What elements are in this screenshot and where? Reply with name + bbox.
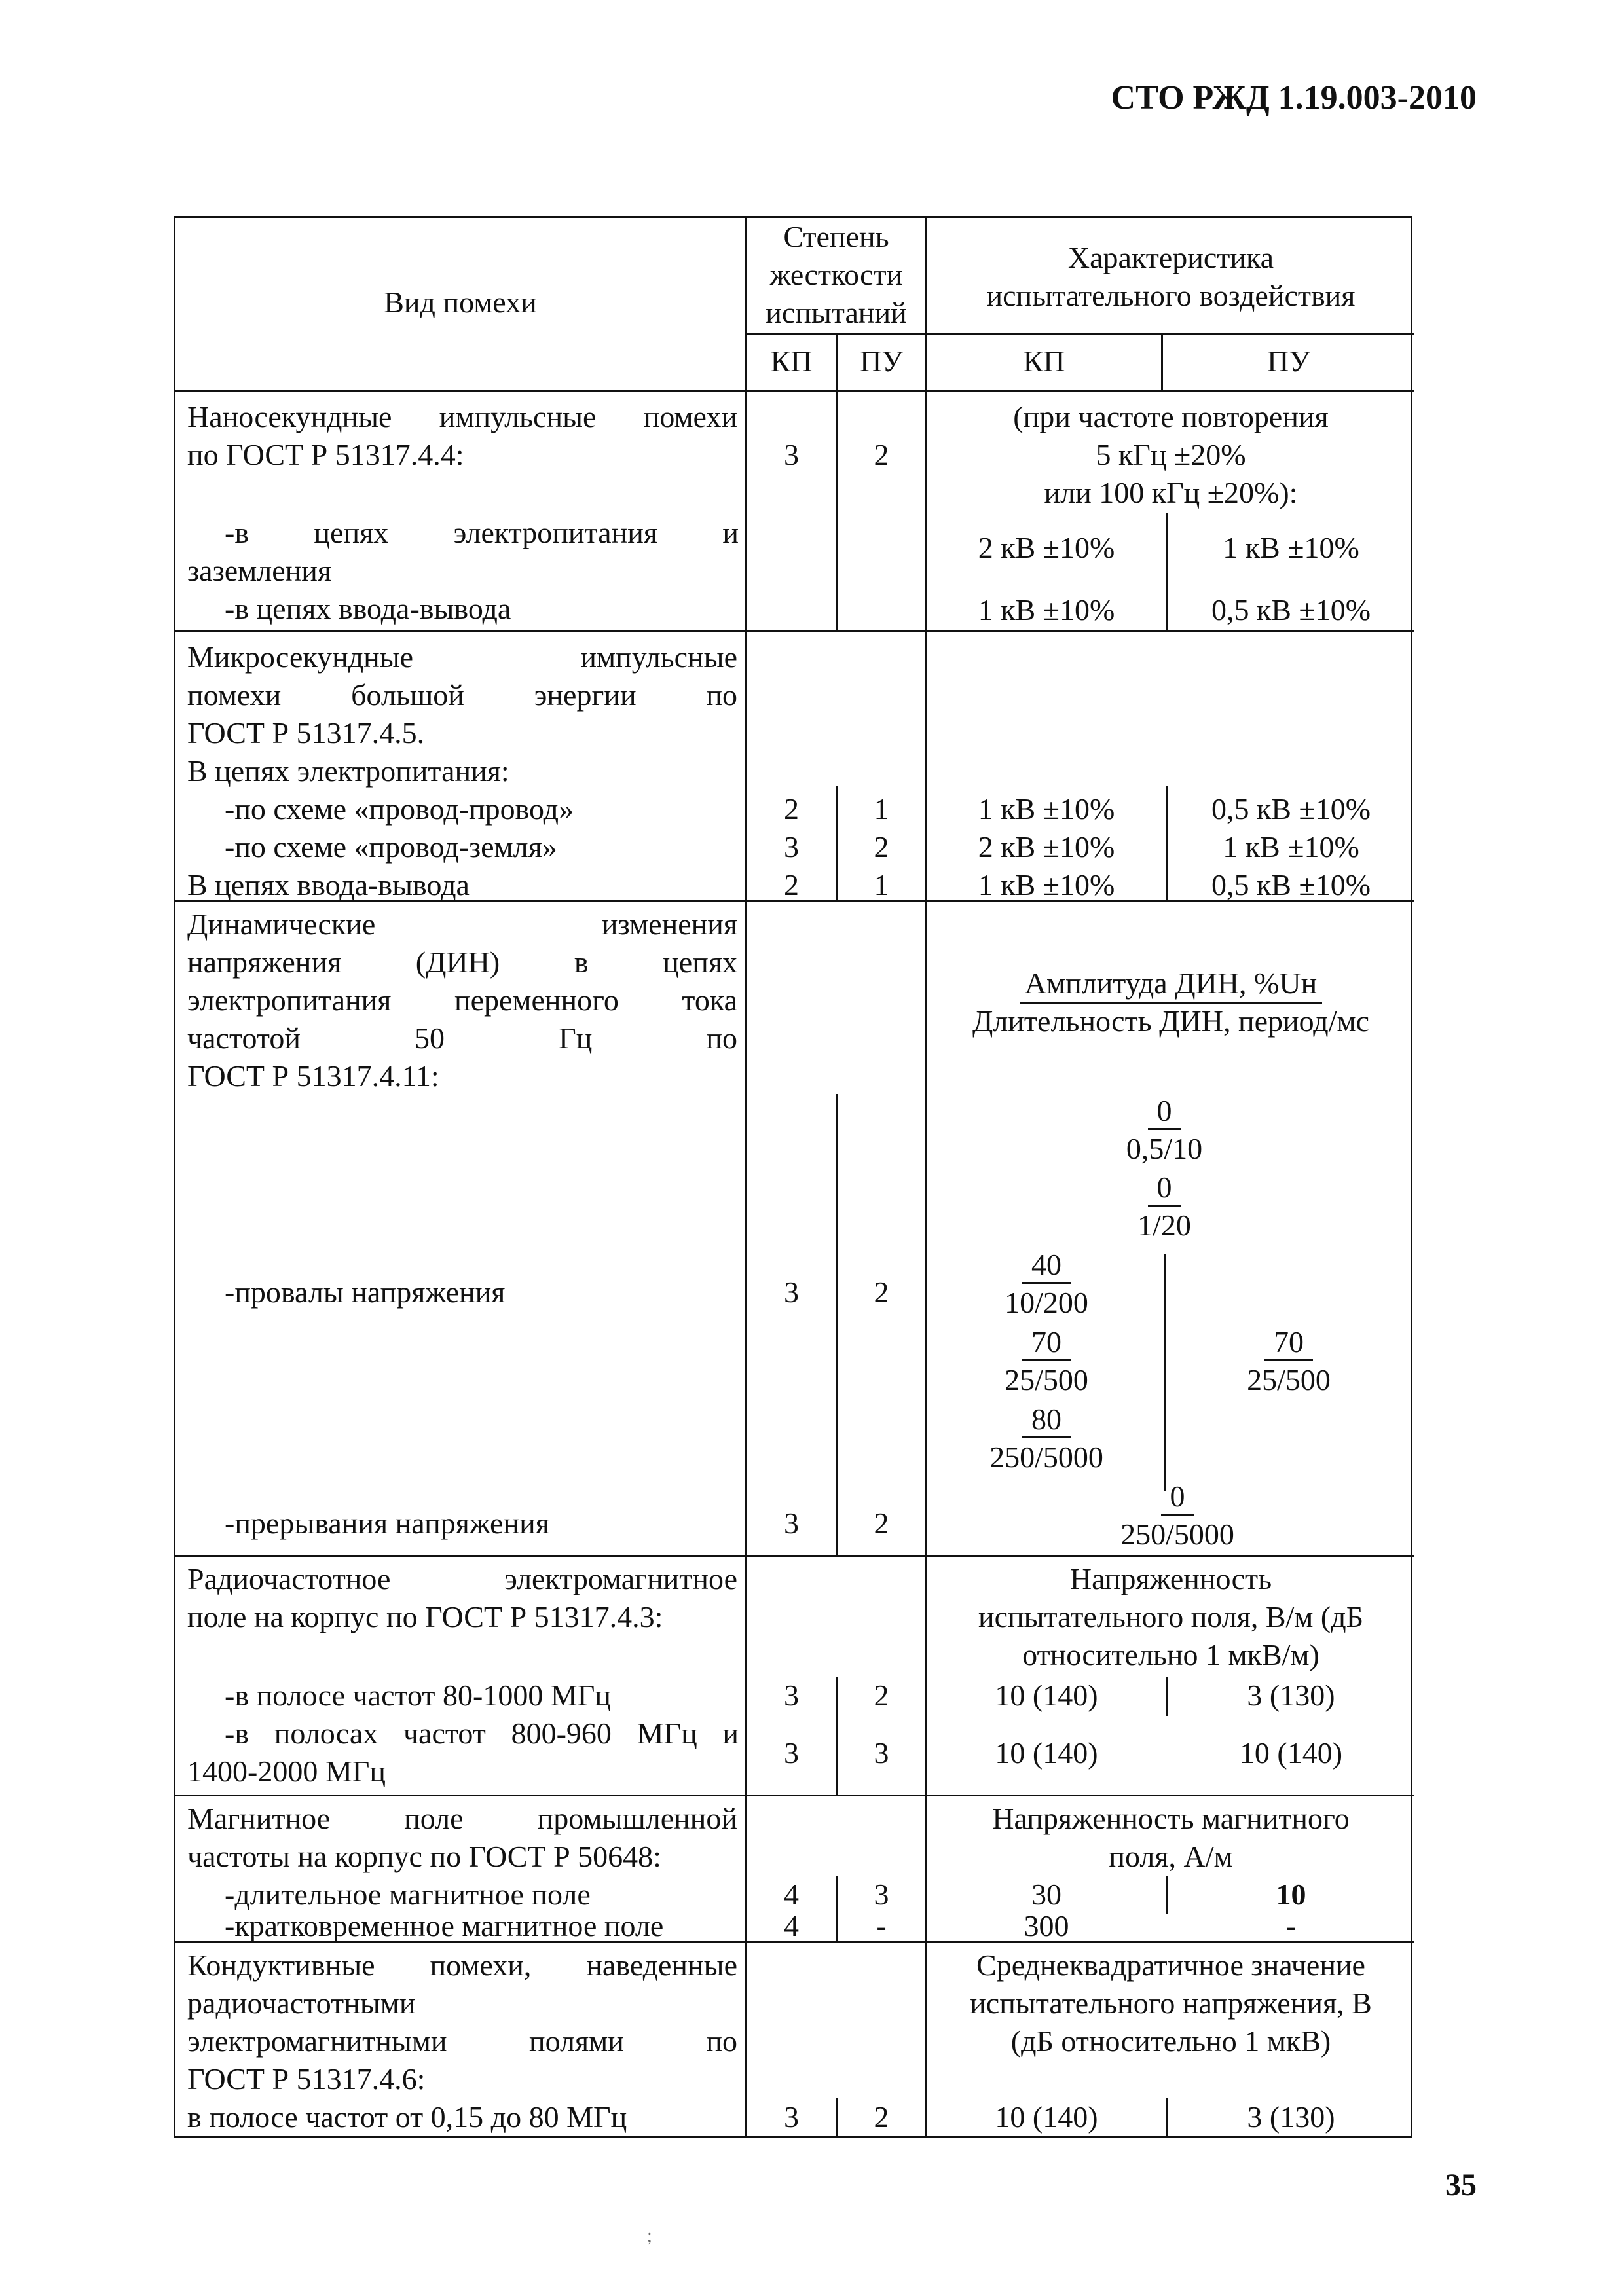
mag-r2-label: -кратковременное магнитное поле <box>225 1909 664 1942</box>
din-fraction: $\frac{0}{250/5000}$ <box>1120 1480 1234 1551</box>
din-title-4: частотой 50 Гц по <box>187 1021 737 1055</box>
micro-row-cpu: 0,5 кВ ±10% <box>1211 868 1371 902</box>
rf-r1-label: -в полосе частот 80-1000 МГц <box>225 1679 611 1712</box>
header-degree-2: жесткости <box>769 258 903 291</box>
header-char-1: Характеристика <box>1067 241 1274 274</box>
cond-r1-kp: 3 <box>784 2100 799 2134</box>
rf-char-3: относительно 1 мкВ/м) <box>1022 1638 1320 1671</box>
col-divider <box>745 218 747 2138</box>
nano-kp: 3 <box>784 438 799 471</box>
cond-char-2: испытательного напряжения, В <box>970 1986 1372 2020</box>
rf-title-2: поле на корпус по ГОСТ Р 51317.4.3: <box>187 1600 663 1633</box>
micro-row-pu: 2 <box>874 830 889 864</box>
cond-char-3: (дБ относительно 1 мкВ) <box>1010 2024 1331 2058</box>
rf-r2-label-1: -в полосах частот 800-960 МГц и <box>225 1717 739 1750</box>
din-title-5: ГОСТ Р 51317.4.11: <box>187 1059 439 1093</box>
din-int-kp: 3 <box>784 1506 799 1540</box>
nano-title-1: Наносекундные импульсные помехи <box>187 400 737 433</box>
din-fraction: $\frac{70}{25/500}$ <box>1247 1325 1331 1396</box>
header-pu: ПУ <box>860 344 903 378</box>
rf-r2-pu: 3 <box>874 1736 889 1770</box>
rf-r2-kp: 3 <box>784 1736 799 1770</box>
din-dur-header: Длительность ДИН, период/мс <box>972 1004 1370 1038</box>
mag-r1-cpu: 10 <box>1276 1878 1306 1911</box>
rf-title-1: Радиочастотное электромагнитное <box>187 1562 737 1595</box>
micro-row-pu: 1 <box>874 792 889 826</box>
nano-title-2: по ГОСТ Р 51317.4.4: <box>187 438 464 471</box>
mag-r1-ckp: 30 <box>1031 1878 1061 1911</box>
din-dips-kp: 3 <box>784 1275 799 1309</box>
nano-note-1: (при частоте повторения <box>1013 400 1329 433</box>
mag-r1-label: -длительное магнитное поле <box>225 1878 591 1911</box>
header-char-pu: ПУ <box>1267 344 1310 378</box>
nano-note-2: 5 кГц ±20% <box>1096 438 1246 471</box>
cond-r1-ckp: 10 (140) <box>995 2100 1098 2134</box>
header-type: Вид помехи <box>384 285 537 319</box>
mag-char-2: поля, А/м <box>1109 1840 1233 1873</box>
micro-row-ckp: 1 кВ ±10% <box>978 792 1115 826</box>
micro-row-ckp: 1 кВ ±10% <box>978 868 1115 902</box>
header-char-kp: КП <box>1023 344 1065 378</box>
cond-title-4: ГОСТ Р 51317.4.6: <box>187 2062 426 2096</box>
value-divider <box>836 1094 838 1555</box>
din-fraction: $\frac{0}{1/20}$ <box>1137 1171 1191 1242</box>
micro-row-cpu: 1 кВ ±10% <box>1223 830 1359 864</box>
mag-r2-kp: 4 <box>784 1909 799 1942</box>
micro-row-ckp: 2 кВ ±10% <box>978 830 1115 864</box>
din-fraction: $\frac{70}{25/500}$ <box>1005 1325 1088 1396</box>
cond-r1-label: в полосе частот от 0,15 до 80 МГц <box>187 2100 627 2134</box>
din-title-1: Динамические изменения <box>187 907 737 941</box>
rf-r2-ckp: 10 (140) <box>995 1736 1098 1770</box>
nano-io-pu: 0,5 кВ ±10% <box>1211 593 1371 627</box>
mag-r2-pu: - <box>876 1909 887 1942</box>
micro-title-2: помехи большой энергии по <box>187 678 737 712</box>
nano-io-kp: 1 кВ ±10% <box>978 593 1115 627</box>
din-dips-pu: 2 <box>874 1275 889 1309</box>
din-int-pu: 2 <box>874 1506 889 1540</box>
micro-row-pu: 1 <box>874 868 889 902</box>
header-char-2: испытательного воздействия <box>986 279 1356 312</box>
mag-r2-cpu: - <box>1285 1909 1297 1942</box>
cond-title-1: Кондуктивные помехи, наведенные <box>187 1948 737 1982</box>
nano-io-label: -в цепях ввода-вывода <box>225 592 511 625</box>
micro-row-label: -по схеме «провод-земля» <box>225 830 557 864</box>
micro-row-label: В цепях ввода-вывода <box>187 868 470 902</box>
rf-r1-pu: 2 <box>874 1679 889 1712</box>
mag-r1-kp: 4 <box>784 1878 799 1911</box>
din-int-label: -прерывания напряжения <box>225 1506 549 1540</box>
nano-note-3: или 100 кГц ±20%): <box>1044 476 1298 509</box>
nano-power-kp: 2 кВ ±10% <box>978 531 1115 564</box>
cond-title-2: радиочастотными <box>187 1986 416 2020</box>
mag-r1-pu: 3 <box>874 1878 889 1911</box>
page-number: 35 <box>1445 2168 1477 2202</box>
row-divider <box>175 1555 1414 1557</box>
document-code: СТО РЖД 1.19.003-2010 <box>1111 79 1477 117</box>
micro-row-kp: 2 <box>784 792 799 826</box>
micro-title-1: Микросекундные импульсные <box>187 640 737 674</box>
micro-row-kp: 2 <box>784 868 799 902</box>
din-title-3: электропитания переменного тока <box>187 983 737 1017</box>
din-fraction: $\frac{40}{10/200}$ <box>1005 1248 1088 1319</box>
din-dips-label: -провалы напряжения <box>225 1275 506 1309</box>
mag-title-2: частоты на корпус по ГОСТ Р 50648: <box>187 1840 661 1873</box>
rf-r1-ckp: 10 (140) <box>995 1679 1098 1712</box>
mag-r2-ckp: 300 <box>1024 1909 1069 1942</box>
emc-test-table <box>174 216 1412 2138</box>
row-divider <box>175 630 1414 632</box>
din-amp-header: Амплитуда ДИН, %Uн <box>927 964 1414 1004</box>
row-divider <box>745 333 1414 335</box>
footer-mark: ; <box>647 2226 652 2246</box>
rf-char-1: Напряженность <box>1069 1562 1272 1595</box>
cond-title-3: электромагнитными полями по <box>187 2024 737 2058</box>
mag-char-1: Напряженность магнитного <box>992 1802 1350 1835</box>
micro-row-kp: 3 <box>784 830 799 864</box>
cond-r1-pu: 2 <box>874 2100 889 2134</box>
rf-r1-kp: 3 <box>784 1679 799 1712</box>
value-divider <box>1164 1254 1166 1491</box>
rf-r1-cpu: 3 (130) <box>1247 1679 1335 1712</box>
din-title-2: напряжения (ДИН) в цепях <box>187 945 737 979</box>
nano-power-label-2: заземления <box>187 554 332 587</box>
micro-title-4: В цепях электропитания: <box>187 754 509 788</box>
header-kp: КП <box>770 344 813 378</box>
micro-row-cpu: 0,5 кВ ±10% <box>1211 792 1371 826</box>
row-divider <box>175 390 1414 392</box>
row-divider <box>175 1795 1414 1796</box>
cond-r1-cpu: 3 (130) <box>1247 2100 1335 2134</box>
mag-title-1: Магнитное поле промышленной <box>187 1802 737 1835</box>
micro-title-3: ГОСТ Р 51317.4.5. <box>187 716 425 750</box>
din-fraction: $\frac{0}{0,5/10}$ <box>1126 1094 1203 1165</box>
din-fraction: $\frac{80}{250/5000}$ <box>989 1402 1103 1474</box>
micro-row-label: -по схеме «провод-провод» <box>225 792 574 826</box>
cond-char-1: Среднеквадратичное значение <box>976 1948 1365 1982</box>
header-degree-3: испытаний <box>766 296 907 329</box>
rf-r2-cpu: 10 (140) <box>1239 1736 1343 1770</box>
rf-r2-label-2: 1400-2000 МГц <box>187 1755 386 1788</box>
rf-char-2: испытательного поля, В/м (дБ <box>978 1600 1364 1633</box>
header-degree-1: Степень <box>783 220 889 253</box>
nano-power-pu: 1 кВ ±10% <box>1223 531 1359 564</box>
nano-pu: 2 <box>874 438 889 471</box>
nano-power-label-1: -в цепях электропитания и <box>225 516 739 549</box>
